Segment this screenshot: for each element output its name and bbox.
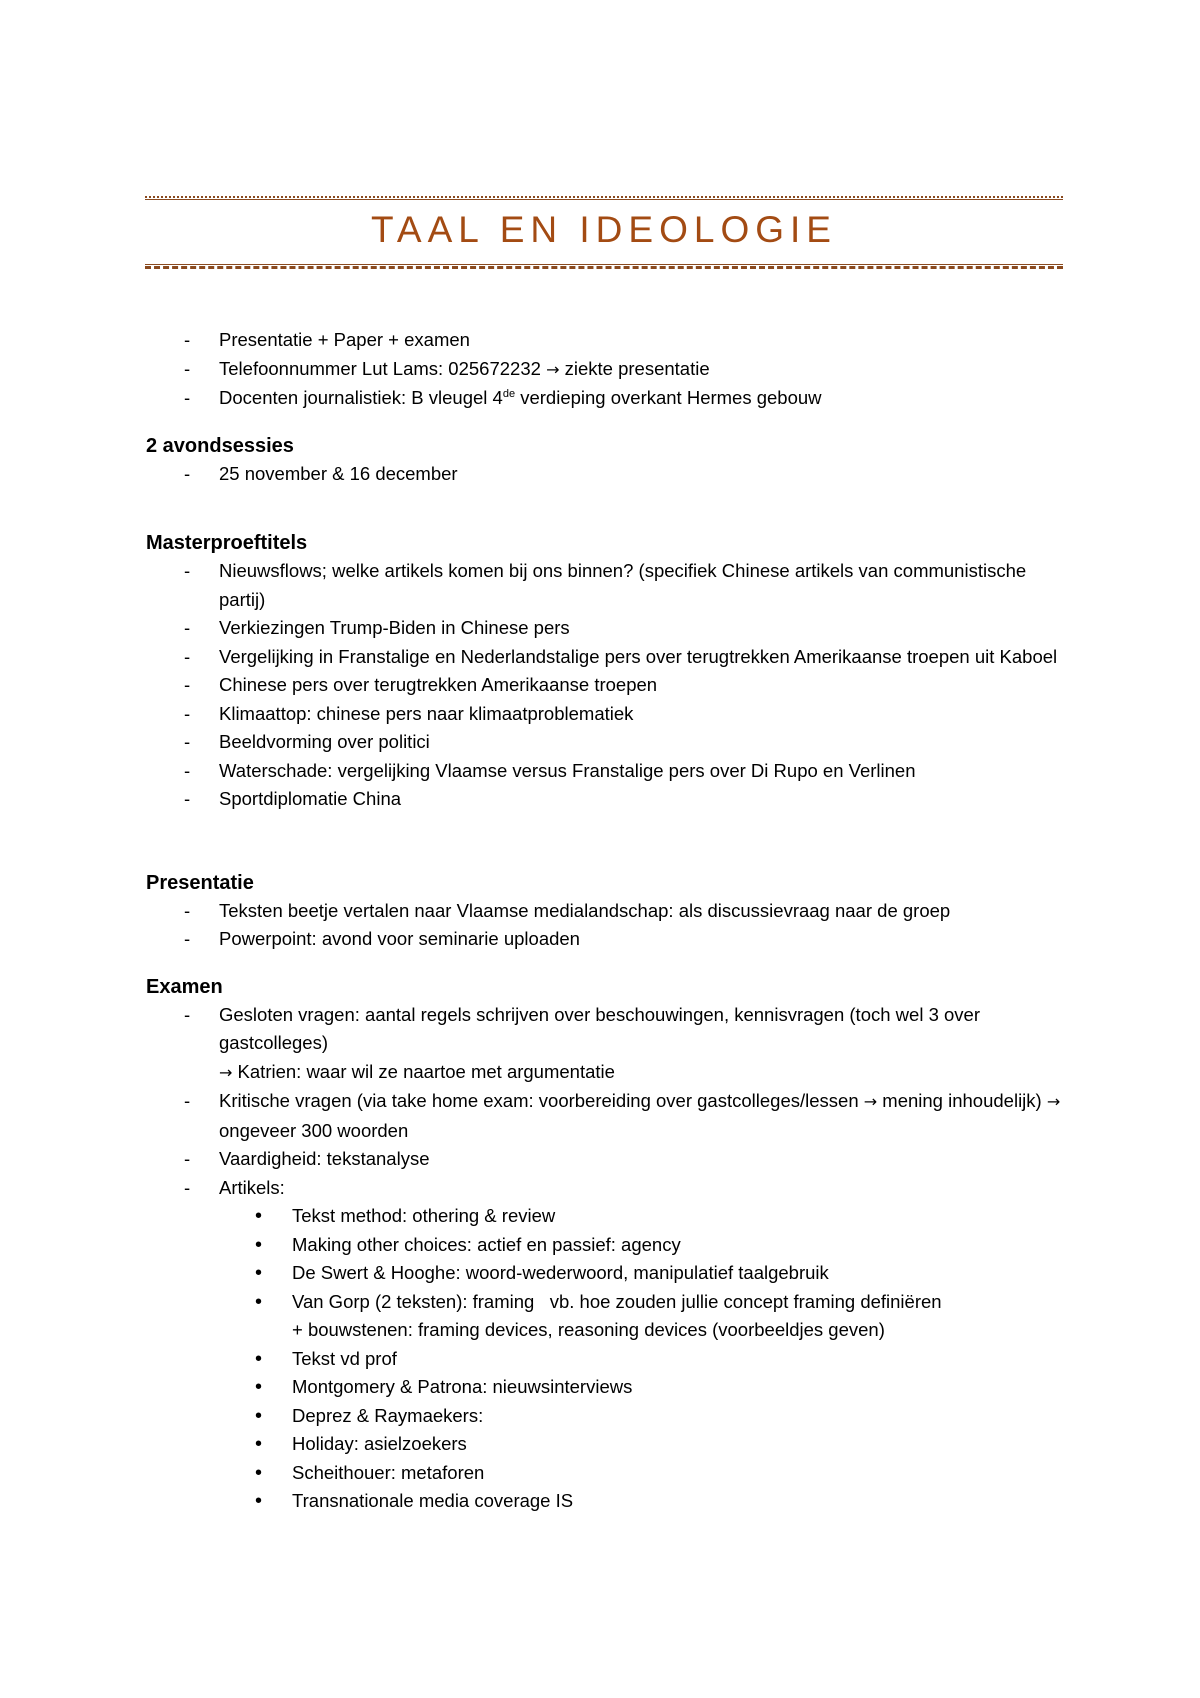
list-item: - Vergelijking in Franstalige en Nederlandstalige pers over terugtrekken Amerikaanse troepen uit Kaboel bbox=[146, 643, 1066, 672]
list-item: • Van Gorp (2 teksten): framing vb. hoe zouden jullie concept framing definiëren + bouwstenen: framing devices, reasoning devices (voorbeeldjes geven) bbox=[219, 1288, 1066, 1345]
section-heading-masterproeftitels: Masterproeftitels bbox=[146, 532, 308, 554]
section-heading-examen: Examen bbox=[146, 975, 223, 998]
examen-list bbox=[146, 1001, 1066, 1516]
intro-list bbox=[146, 326, 1066, 413]
arrow-right-icon: → bbox=[219, 1062, 233, 1082]
list-item: - Waterschade: vergelijking Vlaamse versus Franstalige pers over Di Rupo en Verlinen bbox=[146, 757, 1066, 786]
list-item: • Tekst method: othering & review bbox=[219, 1202, 1066, 1231]
list-item: • De Swert & Hooghe: woord-wederwoord, manipulatief taalgebruik bbox=[219, 1259, 1066, 1288]
arrow-right-icon: → bbox=[546, 359, 560, 379]
masterproef-list bbox=[146, 557, 1066, 814]
list-item: - Teksten beetje vertalen naar Vlaamse medialandschap: als discussievraag naar de groep bbox=[146, 897, 1066, 926]
arrow-right-icon: → bbox=[863, 1092, 878, 1111]
list-item: - Verkiezingen Trump-Biden in Chinese pers bbox=[146, 614, 1066, 643]
section-heading-avondsessies: 2 avondsessies bbox=[146, 434, 294, 457]
list-item: - Vaardigheid: tekstanalyse bbox=[146, 1145, 1066, 1174]
list-item: • Tekst vd prof bbox=[219, 1345, 1066, 1374]
presentatie-list bbox=[146, 897, 1066, 954]
list-item: - Gesloten vragen: aantal regels schrijven over beschouwingen, kennisvragen (toch wel 3 over gastcolleges) → Katrien: waar wil ze naartoe met argumentatie bbox=[146, 1001, 1066, 1088]
list-item: - Telefoonnummer Lut Lams: 025672232 → ziekte presentatie bbox=[146, 355, 1066, 385]
list-item: - Presentatie + Paper + examen bbox=[146, 326, 1066, 355]
list-item: • Holiday: asielzoekers bbox=[219, 1430, 1066, 1459]
list-item: - Artikels: • Tekst method: othering & review • Making other choices: actief en passief: agency • De Swert & Hooghe: woord-wederwoord, manipulatief taalgebruik • Van Gorp (2 teksten): framing vb. hoe zouden jullie concept framing definiëren + bouwstenen: framing devices, reasoning devices (voorbeeldjes geven) • Tekst vd prof • Montgomery & Patrona: nieuwsinterviews • Deprez & Raymaekers: • Holiday: asielzoekers • Scheithouer: metaforen • Transnationale media coverage IS bbox=[146, 1174, 1066, 1516]
arrow-right-icon: → bbox=[1046, 1092, 1061, 1111]
list-item: - Beeldvorming over politici bbox=[146, 728, 1066, 757]
list-item: • Scheithouer: metaforen bbox=[219, 1459, 1066, 1488]
list-item: - Kritische vragen (via take home exam: voorbereiding over gastcolleges/lessen → mening inhoudelijk) → ongeveer 300 woorden bbox=[146, 1087, 1066, 1145]
list-item: - Sportdiplomatie China bbox=[146, 785, 1066, 814]
page-title: TAAL EN IDEOLOGIE bbox=[371, 209, 837, 250]
list-item: - 25 november & 16 december bbox=[146, 460, 1066, 489]
title-rule-top bbox=[145, 196, 1063, 198]
artikels-list bbox=[219, 1202, 1066, 1516]
section-heading-presentatie: Presentatie bbox=[146, 871, 254, 894]
document-body bbox=[146, 326, 1066, 1516]
list-item: - Powerpoint: avond voor seminarie uploaden bbox=[146, 925, 1066, 954]
list-item: • Making other choices: actief en passief: agency bbox=[219, 1231, 1066, 1260]
list-item: • Deprez & Raymaekers: bbox=[219, 1402, 1066, 1431]
list-item: - Nieuwsflows; welke artikels komen bij ons binnen? (specifiek Chinese artikels van communistische partij) bbox=[146, 557, 1066, 614]
list-item: - Docenten journalistiek: B vleugel 4de verdieping overkant Hermes gebouw bbox=[146, 384, 1066, 413]
list-item: - Klimaattop: chinese pers naar klimaatproblematiek bbox=[146, 700, 1066, 729]
list-item: • Montgomery & Patrona: nieuwsinterviews bbox=[219, 1373, 1066, 1402]
avondsessies-list bbox=[146, 460, 1066, 489]
list-item: - Chinese pers over terugtrekken Amerikaanse troepen bbox=[146, 671, 1066, 700]
title-rule-bottom bbox=[145, 264, 1063, 265]
list-item: • Transnationale media coverage IS bbox=[219, 1487, 1066, 1516]
